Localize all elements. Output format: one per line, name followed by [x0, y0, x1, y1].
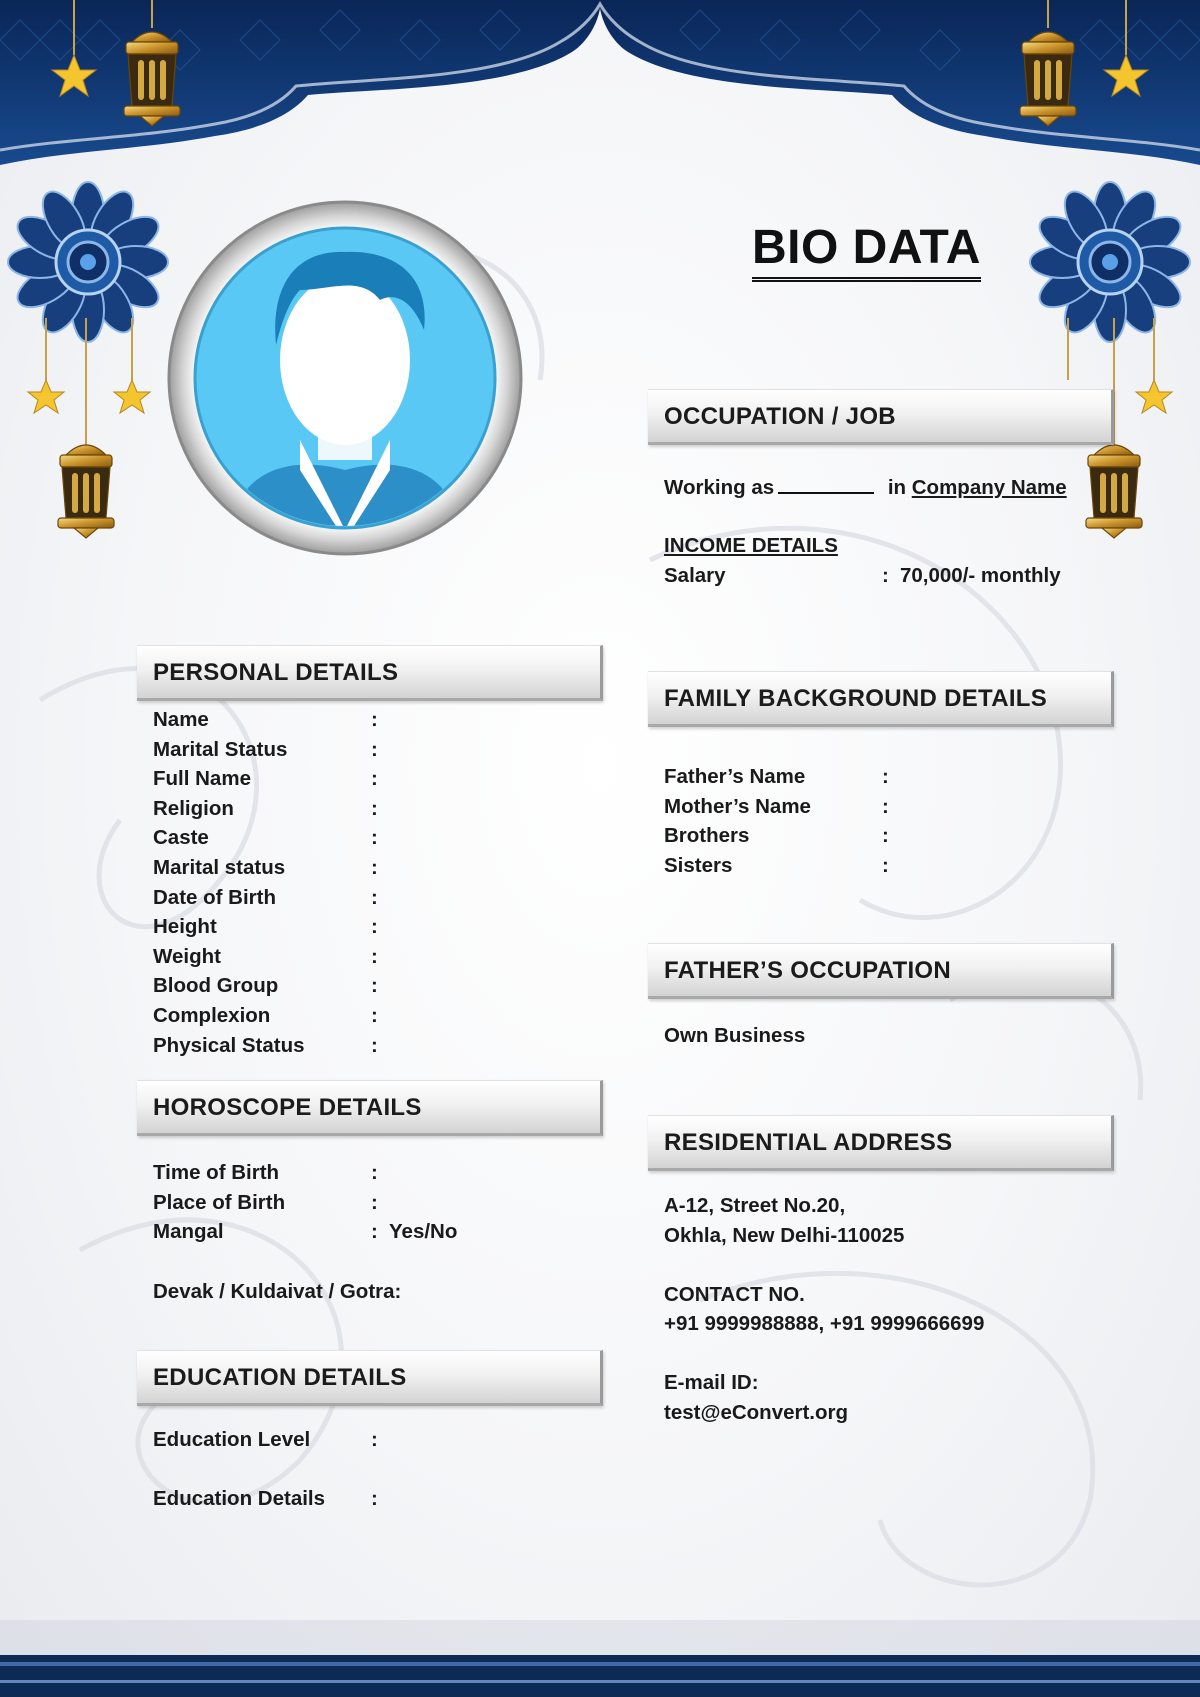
education-details-header: EDUCATION DETAILS	[137, 1350, 603, 1406]
horoscope-field-label: Mangal	[153, 1220, 224, 1244]
working-as-row	[664, 474, 1067, 501]
family-background-header: FAMILY BACKGROUND DETAILS	[648, 671, 1114, 727]
address-line-1: A-12, Street No.20,	[664, 1194, 846, 1217]
personal-field-label: Physical Status	[153, 1033, 305, 1057]
personal-field-label: Blood Group	[153, 974, 279, 998]
education-field-colon: :	[371, 1428, 378, 1451]
mandala-flower-icon	[1030, 182, 1190, 342]
horoscope-details-header: HOROSCOPE DETAILS	[137, 1080, 603, 1136]
salary-label: Salary	[664, 564, 726, 587]
horoscope-field-colon: :	[371, 1190, 378, 1214]
address-line-2: Okhla, New Delhi-110025	[664, 1224, 905, 1247]
education-field-colon: :	[371, 1487, 378, 1510]
profile-photo	[169, 202, 521, 554]
email-value: test@eConvert.org	[664, 1401, 849, 1424]
horoscope-field-colon: :	[371, 1161, 378, 1184]
personal-field-colon: :	[371, 1004, 378, 1027]
horoscope-field-value: Yes/No	[389, 1220, 458, 1244]
mandala-flower-icon	[8, 182, 168, 342]
gotra-label: Devak / Kuldaivat / Gotra:	[153, 1280, 402, 1303]
personal-field-label: Complexion	[153, 1004, 271, 1027]
family-field-label: Mother’s Name	[664, 794, 811, 818]
personal-field-label: Marital status	[153, 856, 286, 879]
occupation-header: OCCUPATION / JOB	[648, 389, 1114, 445]
residential-address-header: RESIDENTIAL ADDRESS	[648, 1115, 1114, 1171]
page-title: BIO DATA	[752, 222, 981, 282]
contact-value: +91 9999988888, +91 9999666699	[664, 1312, 985, 1335]
family-field-colon: :	[882, 794, 889, 818]
personal-field-label: Full Name	[153, 767, 251, 791]
family-field-label: Father’s Name	[664, 765, 806, 788]
education-field-label: Education Level	[153, 1428, 311, 1451]
personal-field-colon: :	[371, 826, 378, 850]
family-field-label: Sisters	[664, 853, 733, 877]
family-field-colon: :	[882, 765, 889, 788]
personal-field-label: Name	[153, 708, 209, 731]
personal-field-colon: :	[371, 737, 378, 761]
contact-label: CONTACT NO.	[664, 1283, 805, 1306]
personal-details-header: PERSONAL DETAILS	[137, 645, 603, 701]
personal-field-label: Caste	[153, 826, 209, 850]
family-field-label: Brothers	[664, 824, 750, 848]
father-occupation-value: Own Business	[664, 1024, 806, 1047]
job-blank	[778, 474, 874, 494]
personal-field-label: Marital Status	[153, 737, 288, 761]
horoscope-field-label: Place of Birth	[153, 1190, 286, 1214]
salary-value: 70,000/- monthly	[900, 564, 1061, 587]
personal-field-colon: :	[371, 1033, 378, 1057]
father-occupation-header: FATHER’S OCCUPATION	[648, 943, 1114, 999]
in-label: in	[887, 476, 907, 499]
personal-field-colon: :	[371, 974, 378, 998]
family-field-colon: :	[882, 824, 889, 848]
personal-field-colon: :	[371, 915, 378, 939]
education-field-label: Education Details	[153, 1487, 326, 1510]
personal-field-colon: :	[371, 767, 378, 791]
personal-field-label: Height	[153, 915, 217, 939]
personal-field-colon: :	[371, 885, 378, 909]
company-name: Company Name	[911, 476, 1067, 499]
personal-field-label: Date of Birth	[153, 885, 276, 909]
salary-colon: :	[882, 564, 889, 587]
personal-field-colon: :	[371, 944, 378, 968]
horoscope-field-label: Time of Birth	[153, 1161, 280, 1184]
working-as-label: Working as	[664, 476, 775, 499]
horoscope-field-colon: :	[371, 1220, 378, 1244]
personal-field-colon: :	[371, 856, 378, 879]
personal-field-colon: :	[371, 796, 378, 820]
personal-field-label: Weight	[153, 944, 221, 968]
income-header: INCOME DETAILS	[664, 534, 838, 557]
personal-field-colon: :	[371, 708, 378, 731]
email-label: E-mail ID:	[664, 1371, 759, 1394]
family-field-colon: :	[882, 853, 889, 877]
personal-field-label: Religion	[153, 796, 234, 820]
